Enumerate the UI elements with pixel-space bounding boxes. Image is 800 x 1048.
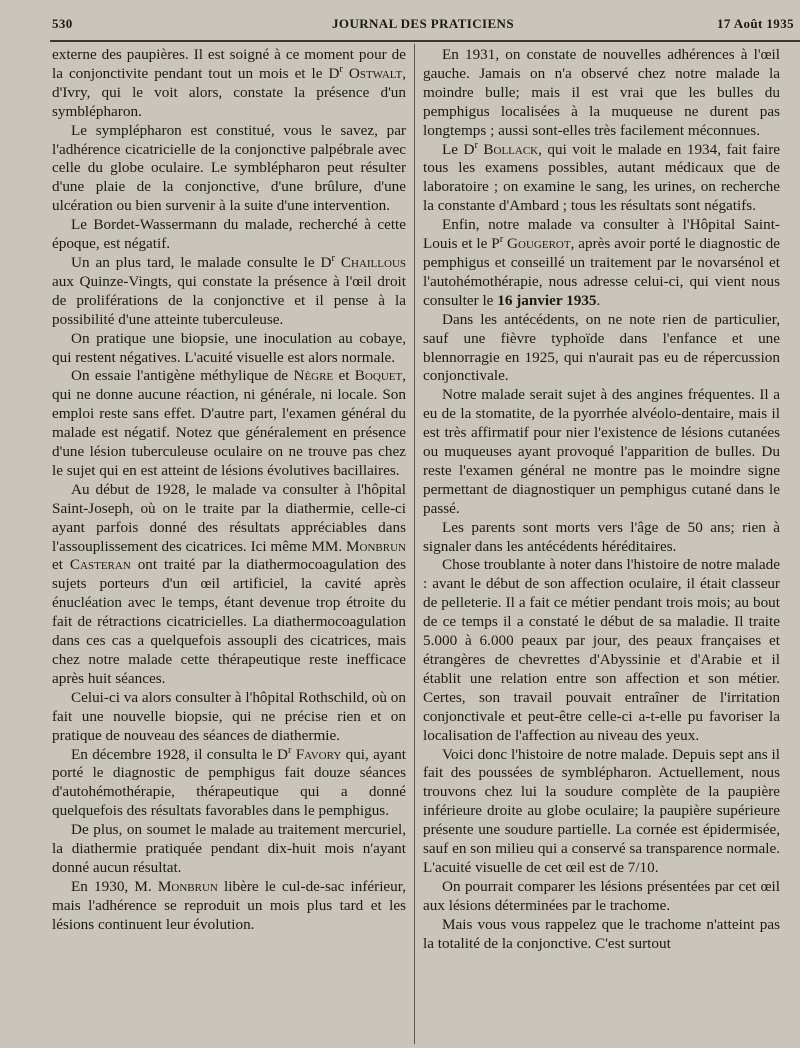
text-span: Chose troublante à noter dans l'histoire de notre malade : avant le début de son affection oculaire, il était classeur de pelleterie. Il a fait ce métier pendant trois mois; au bout de ce temps il a constaté le début de sa maladie. Il traite 5.000 à 6.000 peaux par jour, des peaux françaises et étrangères de chevrettes d'Abyssinie et d'Arabie et il établit une relation entre son affection et son métier. Certes, son travail pouvait entraîner de l'irritation conjonctivale et peut-être celle-ci a-t-elle pu favoriser la localisation de l'affection au niveau des yeux. — [423, 556, 780, 744]
title-superscript: r — [474, 139, 478, 151]
text-span: , qui voit le malade en 1934, fait faire tous les examens possibles, autant médicaux que de laboratoire ; on examine le sang, les urines, on recherche la constante d'Ambard ; tous les résultats sont négatifs. — [423, 140, 780, 215]
title-superscript: r — [339, 63, 343, 75]
left-column — [52, 46, 406, 1044]
author-name: Favory — [295, 745, 342, 763]
text-span: On essaie l'antigène méthylique de — [71, 367, 294, 385]
text-span: qui, ayant porté le diagnostic de pemphigus fait douze séances d'autohémothérapie, thérapeutique qui a donné quelquefois des résultats favorables dans le pemphigus. — [52, 745, 406, 820]
page-number: 530 — [52, 16, 73, 31]
text-span: Le symplépharon est constitué, vous le savez, par l'adhérence cicatricielle de la conjonctive palpébrale avec celle du globe oculaire. Le symblépharon peut résulter d'une plaie de la conjonctive, d'une brûlure, d'une ulcération ou bien survenir à la suite d'une intervention. — [52, 121, 406, 215]
text-span: . — [596, 291, 601, 309]
title-superscript: r — [287, 744, 292, 756]
paragraph — [423, 556, 780, 745]
author-name: Nègre — [293, 367, 334, 385]
paragraph — [423, 216, 780, 311]
text-span: et — [333, 367, 355, 385]
text-span: libère le cul-de-sac inférieur, mais l'adhérence se reproduit un mois plus tard et les lésions continuent leur évolution. — [52, 877, 406, 933]
text-span: En 1930, M. — [71, 877, 158, 895]
text-span: Les parents sont morts vers l'âge de 50 ans; rien à signaler dans les antécédents héréditaires. — [423, 518, 780, 555]
paragraph — [52, 330, 406, 368]
text-span: Dans les antécédents, on ne note rien de particulier, sauf une fièvre typhoïde dans l'enfance et une blennorragie en 1925, qui n'aurait pas eu de répercussion conjonctivale. — [423, 310, 780, 385]
paragraph — [423, 746, 780, 878]
paragraph — [52, 821, 406, 878]
text-span: , d'Ivry, qui le voit alors, constate la présence d'un symblépharon. — [52, 64, 406, 120]
paragraph — [52, 216, 406, 254]
text-span: Mais vous vous rappelez que le trachome n'atteint pas la totalité de la conjonctive. C'est surtout — [423, 915, 780, 952]
author-name: Ostwalt — [348, 64, 403, 82]
text-span: , qui ne donne aucune réaction, ni générale, ni locale. Son emploi reste sans effet. D'autre part, l'examen général du malade est négatif. Notez que généralement en présence d'une lésion tuberculeuse oculaire on ne trouve pas chez le sujet qui en est atteint de lésions évolutives bacillaires. — [52, 367, 406, 479]
author-name: Casteran — [69, 556, 131, 574]
title-superscript: r — [331, 252, 335, 264]
paragraph — [52, 46, 406, 122]
author-name: Bollack — [483, 140, 539, 158]
page-header — [52, 12, 794, 36]
text-span: 16 janvier 1935 — [497, 291, 597, 309]
author-name: Boquet — [354, 367, 403, 385]
paragraph — [423, 519, 780, 557]
journal-title: JOURNAL DES PRATICIENS — [332, 16, 514, 31]
text-span: , après avoir porté le diagnostic de pemphigus et conseillé un traitement par le novarsénol et l'autohémothérapie, nous adresse celui-ci, qui vient nous consulter le — [423, 235, 780, 309]
paragraph — [52, 122, 406, 217]
text-span: Le Bordet-Wassermann du malade, recherché à cette époque, est négatif. — [52, 216, 406, 253]
author-name: Gougerot — [507, 235, 571, 253]
text-span: aux Quinze-Vingts, qui constate la présence à l'œil droit de proliférations de la conjonctive et il pense à la possibilité d'une atteinte tuberculeuse. — [52, 272, 406, 328]
paragraph — [423, 311, 780, 387]
text-span: Le D — [442, 140, 475, 158]
text-span: Voici donc l'histoire de notre malade. Depuis sept ans il fait des poussées de symblépharon. Actuellement, nous trouvons chez lui la soudure complète de la paupière inférieure droite au globe oculaire; la paupière supérieure présente une soudure partielle. La cornée est épidermisée, sauf en son milieu qui a conservé sa transparence normale. L'acuité visuelle de cet œil est de 7/10. — [423, 745, 780, 876]
header-rule — [50, 40, 800, 42]
text-span: Enfin, notre malade va consulter à l'Hôpital Saint-Louis et le P — [423, 216, 780, 253]
paragraph — [423, 878, 780, 916]
text-span: ont traité par la diathermocoagulation des sujets porteurs d'un œil artificiel, la cavité après énucléation avec le temps, étant devenue trop étroite du fait de rétractions cicatricielles. La diathermocoagulation dans ces cas a quelquefois assoupli des cicatrices, mais chez notre malade cette thérapeutique reste inefficace après huit séances. — [52, 556, 406, 687]
column-divider — [414, 44, 415, 1044]
text-span: On pourrait comparer les lésions présentées par cet œil aux lésions déterminées par le trachome. — [423, 877, 780, 914]
paragraph — [423, 46, 780, 141]
text-span: et — [52, 556, 70, 574]
text-span: externe des paupières. Il est soigné à ce moment pour de la conjonctivite pendant tout un mois et le D — [52, 46, 406, 82]
text-span: Notre malade serait sujet à des angines fréquentes. Il a eu de la stomatite, de la pyorrhée alvéolo-dentaire, mais il est très affirmatif pour nier l'existence de lésions cutanées ou muqueuses ayant provoqué l'apparition de bulles. Du reste l'examen général ne montre pas le moindre signe permettant de diagnostiquer un pemphigus cutané dans le passé. — [423, 386, 780, 517]
paragraph — [423, 141, 780, 217]
author-name: Chaillous — [340, 253, 406, 271]
text-span: Au début de 1928, le malade va consulter à l'hôpital Saint-Joseph, où on le traite par la diathermie, celle-ci ayant parfois donné des résultats appréciables dans l'assouplissement des cicatrices. Ici même MM. — [52, 480, 406, 555]
paragraph — [52, 254, 406, 330]
paragraph — [52, 367, 406, 480]
text-span: En 1931, on constate de nouvelles adhérences à l'œil gauche. Jamais on n'a observé chez notre malade la moindre bulle; mais il est vrai que les bulles du pemphigus localisées à la muqueuse ne durent pas longtemps ; aussi sont-elles très facilement méconnues. — [423, 46, 780, 139]
text-span: Un an plus tard, le malade consulte le D — [71, 253, 332, 271]
text-span: De plus, on soumet le malade au traitement mercuriel, la diathermie pratiquée pendant dix-huit mois n'ayant donné aucun résultat. — [52, 821, 406, 876]
paragraph — [423, 916, 780, 954]
issue-date: 17 Août 1935 — [716, 16, 794, 31]
text-span: On pratique une biopsie, une inoculation au cobaye, qui restent négatives. L'acuité visuelle est alors normale. — [52, 329, 406, 366]
right-column — [423, 46, 780, 1044]
paragraph — [52, 689, 406, 746]
paragraph — [52, 481, 406, 689]
author-name: Monbrun — [346, 537, 406, 555]
text-span: En décembre 1928, il consulta le D — [71, 745, 288, 763]
paragraph — [423, 386, 780, 518]
title-superscript: r — [499, 234, 504, 245]
author-name: Monbrun — [157, 877, 218, 895]
text-span: Celui-ci va alors consulter à l'hôpital Rothschild, où on fait une nouvelle biopsie, qui ne précise rien et on pratique de nouveau des séances de diathermie. — [52, 688, 406, 744]
paragraph — [52, 746, 406, 822]
paragraph — [52, 878, 406, 935]
